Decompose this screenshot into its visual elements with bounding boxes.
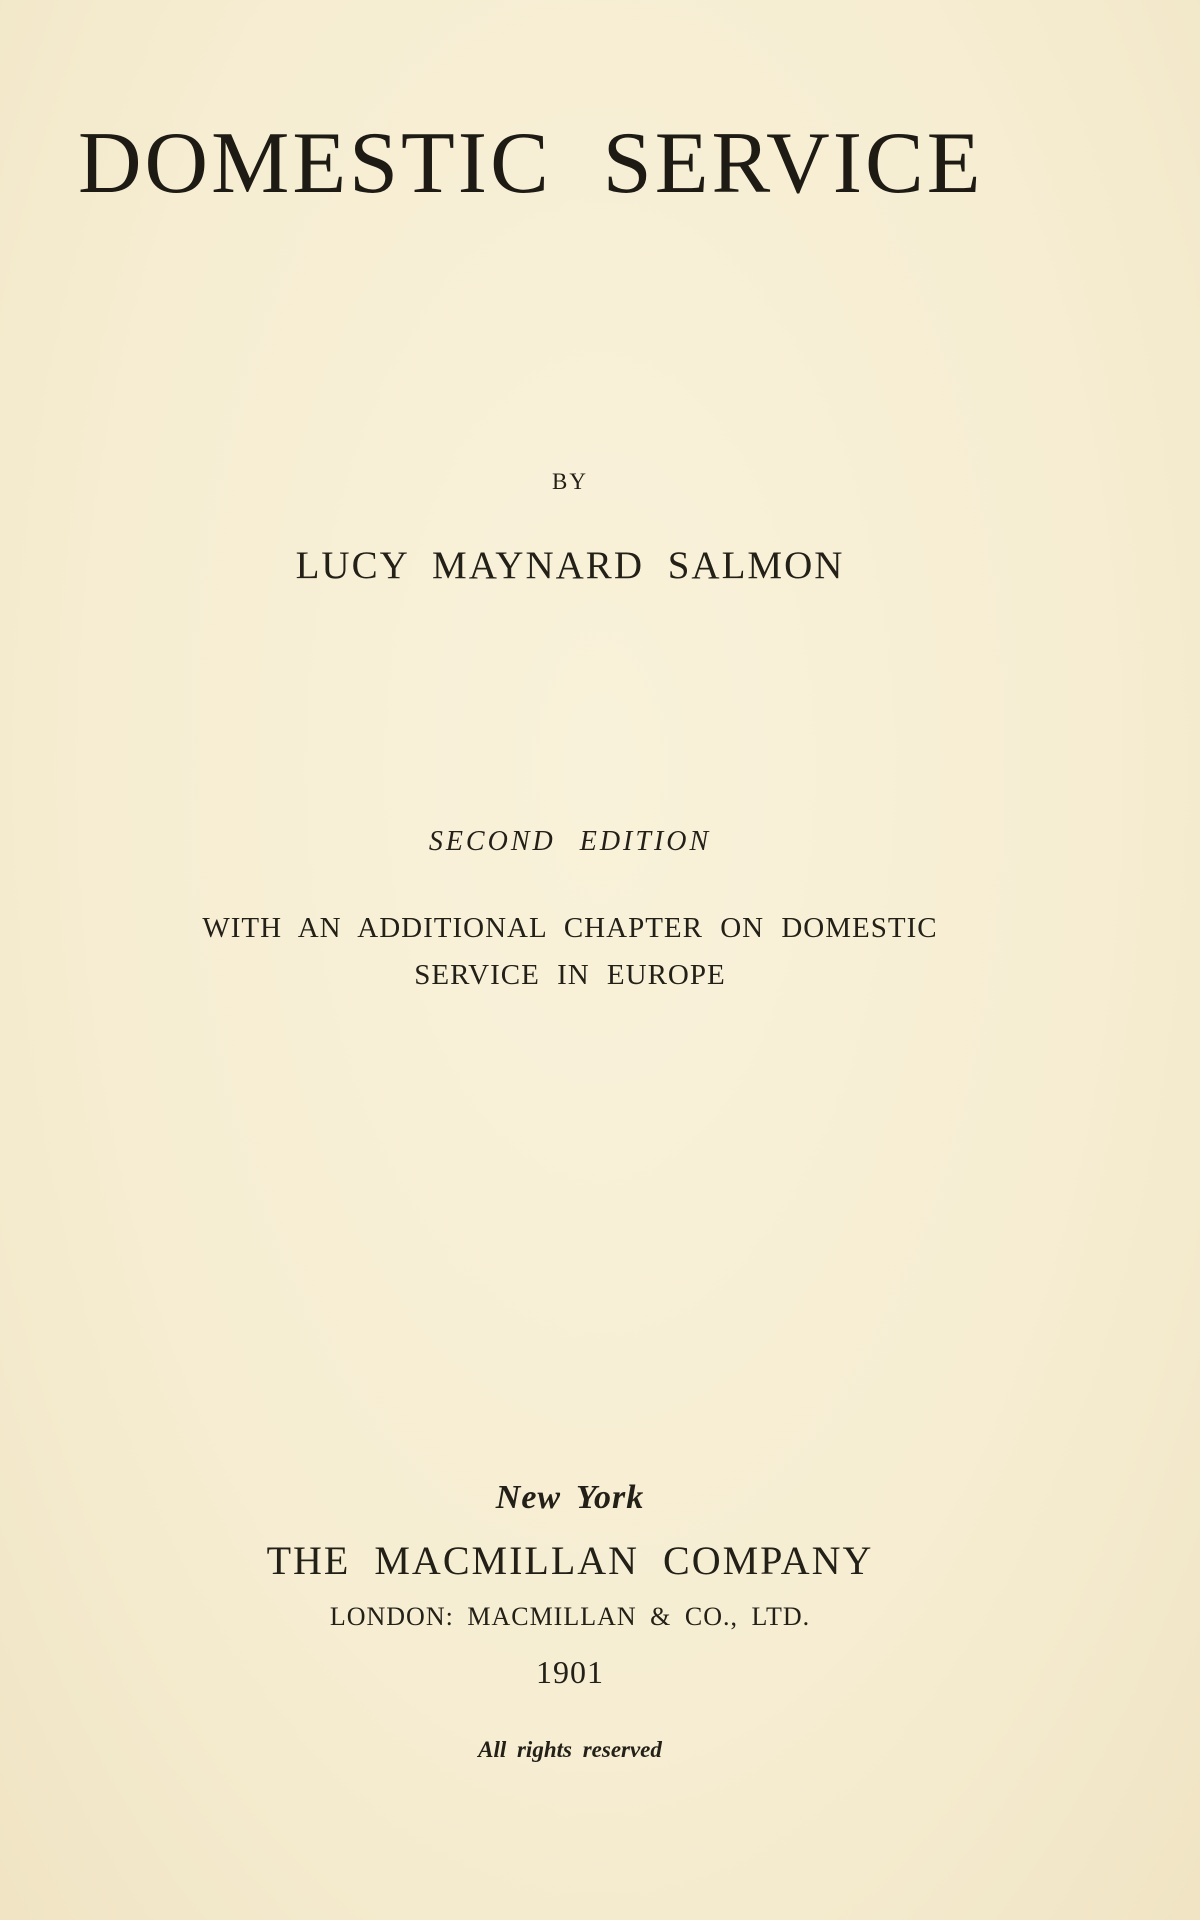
book-title: DOMESTIC SERVICE	[78, 115, 984, 212]
subtitle-line-1: WITH AN ADDITIONAL CHAPTER ON DOMESTIC	[202, 912, 938, 944]
by-line: BY	[552, 469, 588, 494]
edition-label: SECOND EDITION	[428, 826, 712, 857]
london-imprint: LONDON: MACMILLAN & CO., LTD.	[329, 1602, 811, 1631]
publication-city: New York	[495, 1479, 645, 1516]
subtitle-line-2: SERVICE IN EUROPE	[414, 959, 726, 991]
publication-year: 1901	[536, 1654, 604, 1690]
publisher-name: THE MACMILLAN COMPANY	[266, 1538, 874, 1583]
rights-notice: All rights reserved	[478, 1737, 662, 1762]
author-name: LUCY MAYNARD SALMON	[295, 544, 845, 587]
